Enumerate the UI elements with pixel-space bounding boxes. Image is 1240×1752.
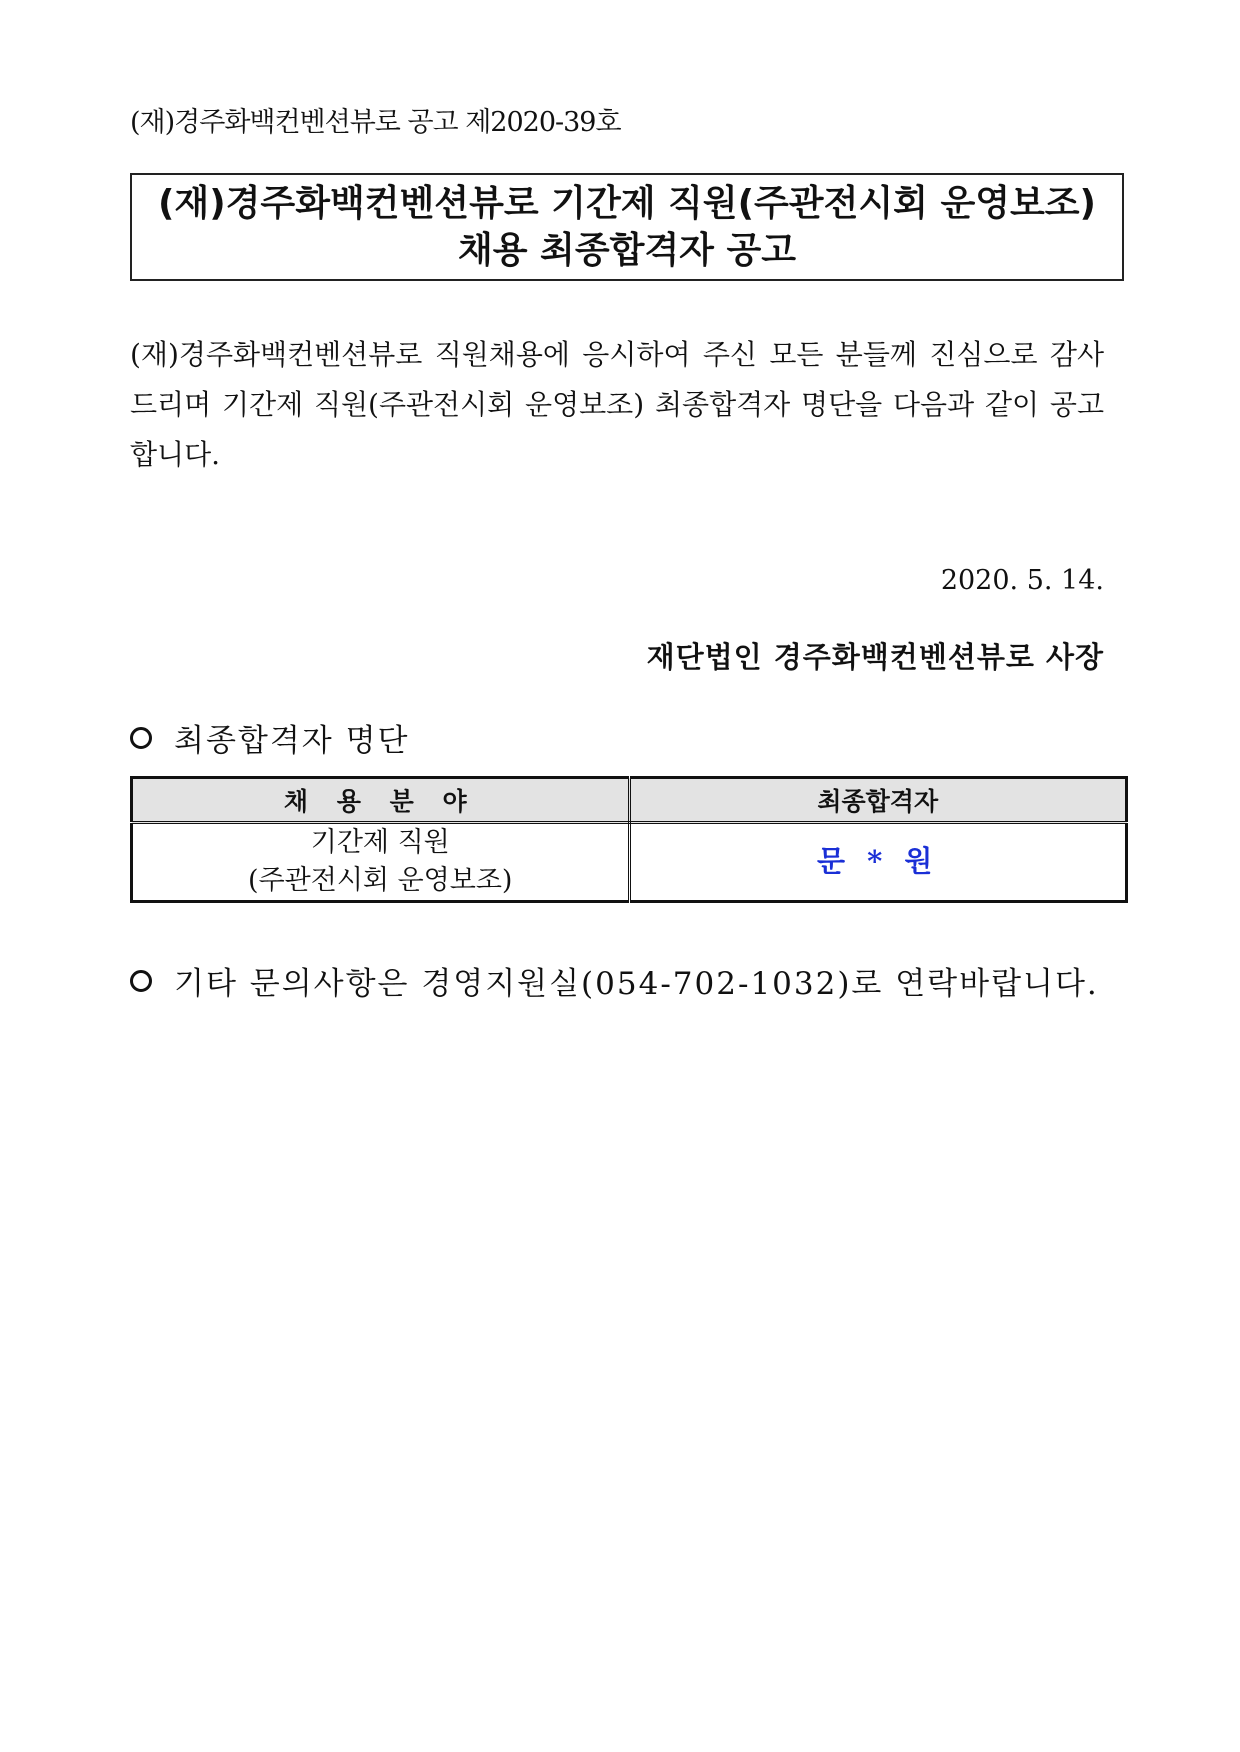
notice-number: (재)경주화백컨벤션뷰로 공고 제2020-39호 bbox=[130, 107, 621, 138]
notice-date: 2020. 5. 14. bbox=[940, 565, 1104, 596]
body-paragraph: (재)경주화백컨벤션뷰로 직원채용에 응시하여 주신 모든 분들께 진심으로 감사드리며 기간제 직원(주관전시회 운영보조) 최종합격자 명단을 다음과 같이 공고합니다. bbox=[130, 338, 1104, 471]
section-contact bbox=[130, 958, 1099, 1003]
circle-bullet-icon bbox=[130, 970, 152, 992]
cell-field bbox=[132, 823, 630, 902]
winner-name: 문 * 원 bbox=[817, 844, 939, 878]
table-header-row bbox=[132, 778, 1127, 823]
header-field: 채 용 분 야 bbox=[132, 778, 630, 823]
section-final-list bbox=[130, 715, 409, 760]
issuer-name: 재단법인 경주화백컨벤션뷰로 사장 bbox=[646, 640, 1104, 674]
table-row bbox=[132, 823, 1127, 902]
circle-bullet-icon bbox=[130, 727, 152, 749]
title-line-1: (재)경주화백컨벤션뷰로 기간제 직원(주관전시회 운영보조) bbox=[157, 183, 1097, 224]
result-table bbox=[130, 776, 1128, 903]
header-winner: 최종합격자 bbox=[629, 778, 1127, 823]
title-line-2: 채용 최종합격자 공고 bbox=[457, 230, 797, 271]
section-heading: 최종합격자 명단 bbox=[174, 723, 410, 759]
title-box bbox=[130, 173, 1124, 281]
field-line-2: (주관전시회 운영보조) bbox=[248, 865, 513, 896]
cell-winner bbox=[629, 823, 1127, 902]
contact-text: 기타 문의사항은 경영지원실(054-702-1032)로 연락바랍니다. bbox=[174, 966, 1099, 1002]
field-line-1: 기간제 직원 bbox=[310, 827, 450, 858]
